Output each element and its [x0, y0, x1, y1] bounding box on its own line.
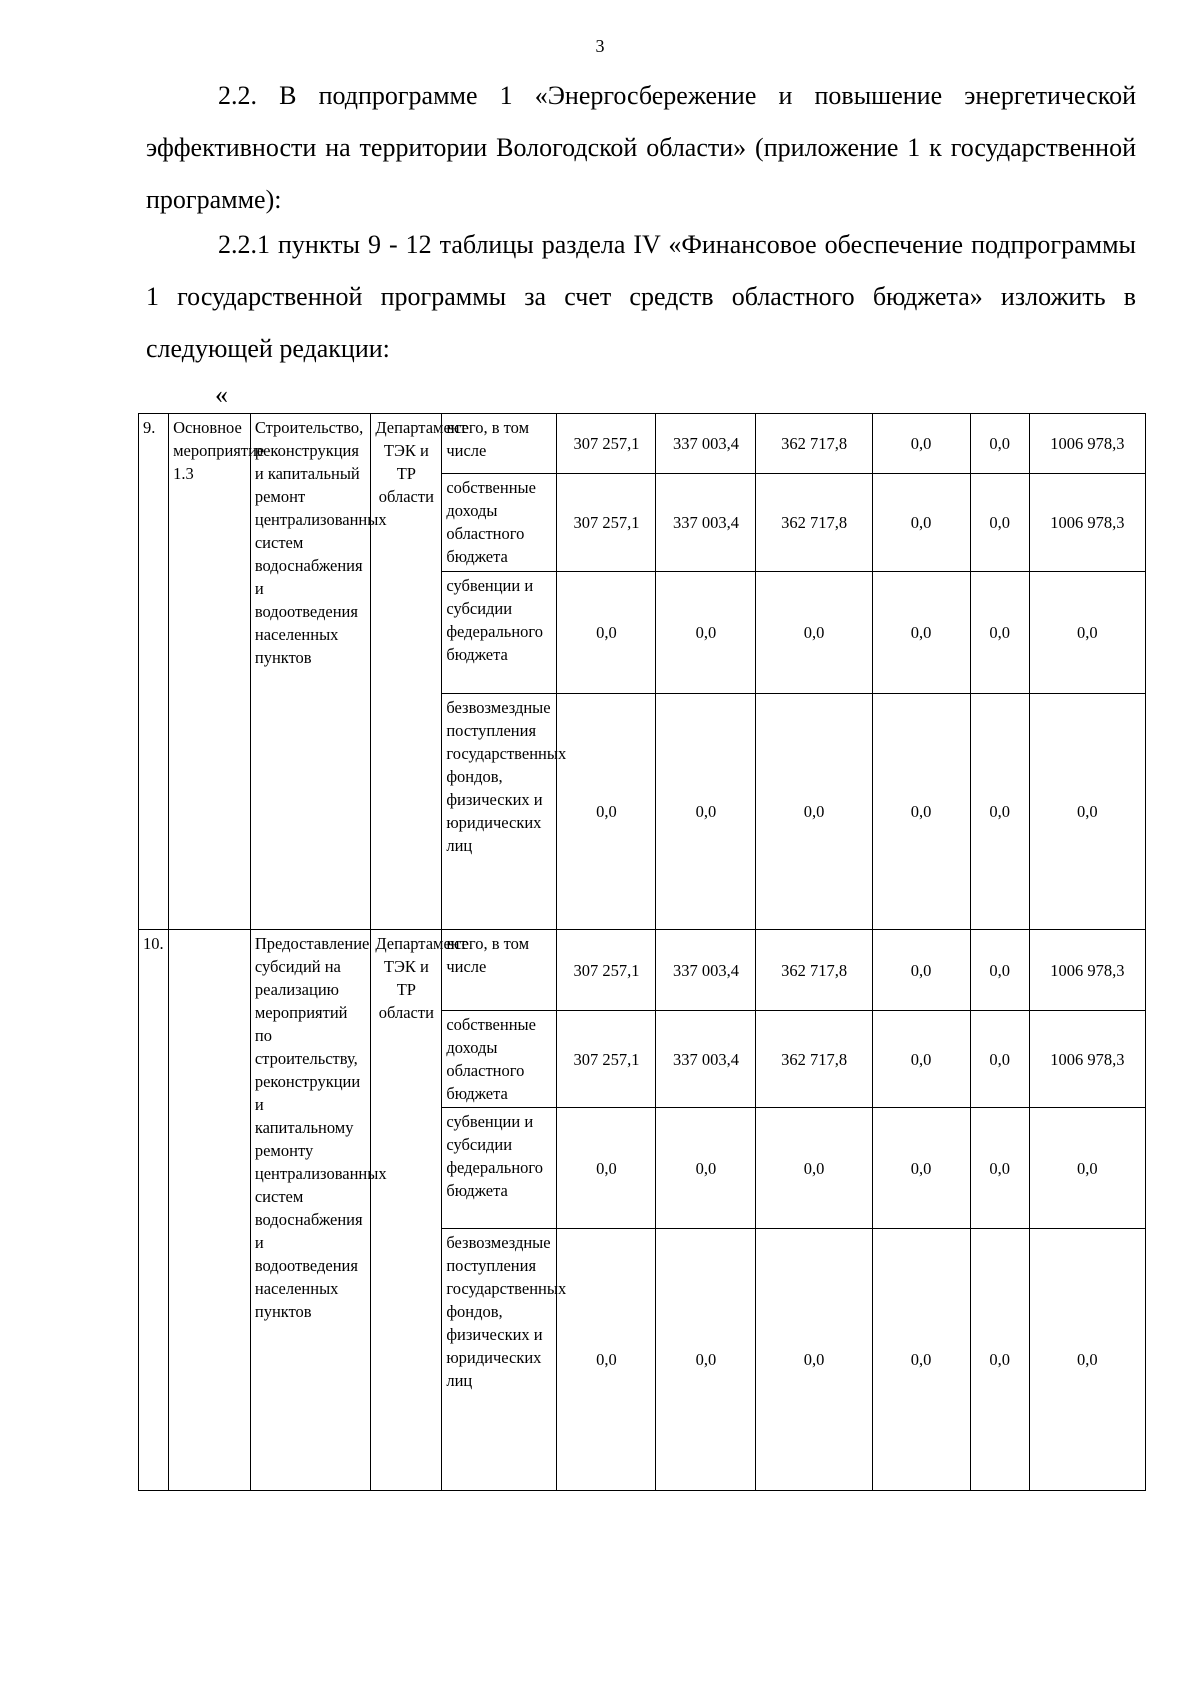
value-cell: 0,0	[872, 1011, 970, 1108]
paragraph-2-2: 2.2. В подпрограмме 1 «Энергосбережение и повышение энергетической эффективности на территории Вологодской области» (приложение 1 к государственной программе):	[146, 81, 1136, 214]
value-cell: 362 717,8	[756, 1011, 872, 1108]
value-cell: 1006 978,3	[1029, 414, 1145, 474]
table-row	[139, 414, 1146, 474]
value-cell: 307 257,1	[557, 474, 656, 572]
measure-name-cell: Предоставление субсидий на реализацию мероприятий по строительству, реконструкции и капитальному ремонту централизованных систем водоснабжения и водоотведения населенных пунктов	[250, 930, 370, 1491]
value-cell: 307 257,1	[557, 1011, 656, 1108]
value-cell: 307 257,1	[557, 930, 656, 1011]
value-cell: 0,0	[970, 694, 1029, 930]
value-cell: 0,0	[970, 930, 1029, 1011]
source-label: субвенции и субсидии федерального бюджета	[442, 1108, 557, 1229]
value-cell: 362 717,8	[756, 414, 872, 474]
source-label: субвенции и субсидии федерального бюджета	[442, 572, 557, 694]
value-cell: 0,0	[656, 694, 756, 930]
value-cell: 0,0	[1029, 1229, 1145, 1491]
row-number: 9.	[139, 414, 169, 930]
source-label: собственные доходы областного бюджета	[442, 1011, 557, 1108]
source-label: всего, в том числе	[442, 930, 557, 1011]
measure-cell	[169, 930, 251, 1491]
value-cell: 0,0	[872, 572, 970, 694]
value-cell: 0,0	[557, 1108, 656, 1229]
financing-table	[138, 413, 1146, 1491]
value-cell: 0,0	[970, 1229, 1029, 1491]
value-cell: 0,0	[970, 1011, 1029, 1108]
value-cell: 0,0	[872, 414, 970, 474]
value-cell: 0,0	[872, 1108, 970, 1229]
value-cell: 337 003,4	[656, 1011, 756, 1108]
value-cell: 0,0	[872, 694, 970, 930]
opening-quote: «	[215, 380, 228, 409]
value-cell: 307 257,1	[557, 414, 656, 474]
value-cell: 0,0	[1029, 694, 1145, 930]
value-cell: 0,0	[557, 1229, 656, 1491]
value-cell: 0,0	[656, 1108, 756, 1229]
value-cell: 0,0	[872, 930, 970, 1011]
value-cell: 1006 978,3	[1029, 930, 1145, 1011]
value-cell: 0,0	[656, 572, 756, 694]
value-cell: 0,0	[1029, 1108, 1145, 1229]
executor-cell: Департамент ТЭК и ТР области	[371, 414, 442, 930]
row-number: 10.	[139, 930, 169, 1491]
value-cell: 0,0	[756, 694, 872, 930]
page-number: 3	[595, 36, 605, 56]
value-cell: 0,0	[872, 1229, 970, 1491]
value-cell: 0,0	[970, 572, 1029, 694]
measure-cell: Основное мероприятие 1.3	[169, 414, 251, 930]
value-cell: 1006 978,3	[1029, 474, 1145, 572]
source-label: всего, в том числе	[442, 414, 557, 474]
value-cell: 337 003,4	[656, 474, 756, 572]
value-cell: 1006 978,3	[1029, 1011, 1145, 1108]
source-label: безвозмездные поступления государственных фондов, физических и юридических лиц	[442, 694, 557, 930]
value-cell: 0,0	[557, 572, 656, 694]
value-cell: 337 003,4	[656, 414, 756, 474]
value-cell: 362 717,8	[756, 930, 872, 1011]
value-cell: 0,0	[970, 474, 1029, 572]
source-label: безвозмездные поступления государственных фондов, физических и юридических лиц	[442, 1229, 557, 1491]
paragraph-2-2-1: 2.2.1 пункты 9 - 12 таблицы раздела IV «Финансовое обеспечение подпрограммы 1 государственной программы за счет средств областного бюджета» изложить в следующей редакции:	[146, 230, 1136, 363]
value-cell: 0,0	[970, 414, 1029, 474]
value-cell: 337 003,4	[656, 930, 756, 1011]
measure-name-cell: Строительство, реконструкция и капитальный ремонт централизованных систем водоснабжения и водоотведения населенных пунктов	[250, 414, 370, 930]
value-cell: 0,0	[557, 694, 656, 930]
table-row	[139, 930, 1146, 1011]
value-cell: 0,0	[872, 474, 970, 572]
executor-cell: Департамент ТЭК и ТР области	[371, 930, 442, 1491]
value-cell: 0,0	[656, 1229, 756, 1491]
source-label: собственные доходы областного бюджета	[442, 474, 557, 572]
value-cell: 0,0	[756, 1108, 872, 1229]
value-cell: 362 717,8	[756, 474, 872, 572]
value-cell: 0,0	[1029, 572, 1145, 694]
value-cell: 0,0	[970, 1108, 1029, 1229]
value-cell: 0,0	[756, 572, 872, 694]
value-cell: 0,0	[756, 1229, 872, 1491]
